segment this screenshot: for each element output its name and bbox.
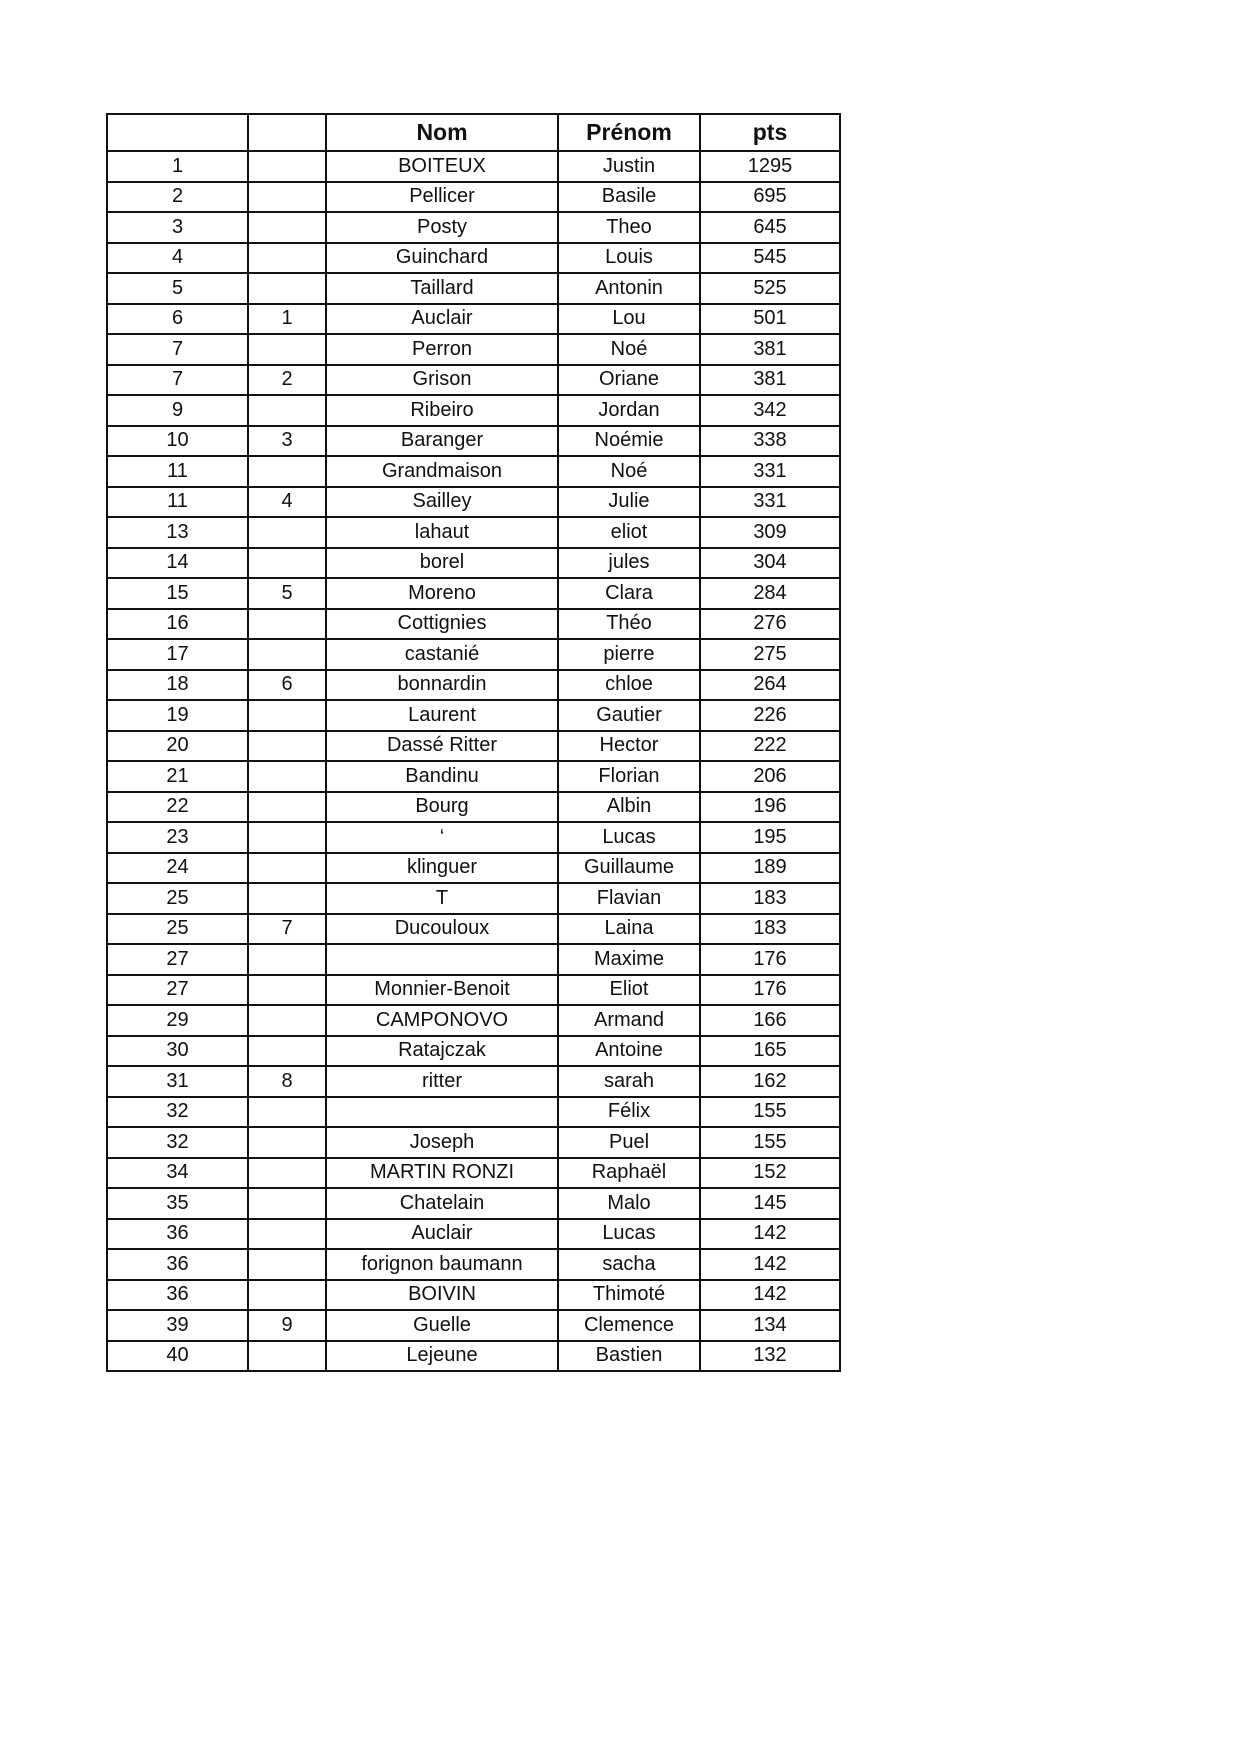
cell-rank: 22 <box>107 792 248 823</box>
cell-prenom: Basile <box>558 182 700 213</box>
cell-rank: 30 <box>107 1036 248 1067</box>
table-row <box>107 731 840 762</box>
cell-sub-rank: 5 <box>248 578 326 609</box>
cell-pts: 226 <box>700 700 840 731</box>
table-row <box>107 548 840 579</box>
cell-prenom: chloe <box>558 670 700 701</box>
cell-pts: 331 <box>700 456 840 487</box>
cell-prenom: Eliot <box>558 975 700 1006</box>
cell-rank: 4 <box>107 243 248 274</box>
cell-sub-rank <box>248 1005 326 1036</box>
cell-sub-rank <box>248 853 326 884</box>
cell-nom: lahaut <box>326 517 558 548</box>
cell-nom: Moreno <box>326 578 558 609</box>
cell-nom: Auclair <box>326 304 558 335</box>
cell-rank: 32 <box>107 1127 248 1158</box>
cell-prenom: Antoine <box>558 1036 700 1067</box>
cell-prenom: sarah <box>558 1066 700 1097</box>
cell-pts: 134 <box>700 1310 840 1341</box>
table-row <box>107 1341 840 1372</box>
table-row <box>107 1280 840 1311</box>
table-row <box>107 639 840 670</box>
cell-rank: 27 <box>107 944 248 975</box>
cell-sub-rank: 3 <box>248 426 326 457</box>
cell-rank: 29 <box>107 1005 248 1036</box>
table-row <box>107 1036 840 1067</box>
cell-nom: klinguer <box>326 853 558 884</box>
cell-sub-rank <box>248 731 326 762</box>
cell-sub-rank <box>248 1341 326 1372</box>
cell-rank: 19 <box>107 700 248 731</box>
cell-rank: 36 <box>107 1249 248 1280</box>
cell-prenom: Gautier <box>558 700 700 731</box>
cell-rank: 25 <box>107 883 248 914</box>
cell-prenom: Malo <box>558 1188 700 1219</box>
cell-rank: 16 <box>107 609 248 640</box>
cell-prenom: Jordan <box>558 395 700 426</box>
cell-nom: Perron <box>326 334 558 365</box>
cell-sub-rank <box>248 1280 326 1311</box>
cell-pts: 195 <box>700 822 840 853</box>
cell-pts: 166 <box>700 1005 840 1036</box>
table-row <box>107 914 840 945</box>
cell-nom: CAMPONOVO <box>326 1005 558 1036</box>
table-row <box>107 395 840 426</box>
cell-nom: castanié <box>326 639 558 670</box>
cell-rank: 7 <box>107 334 248 365</box>
cell-prenom: Clara <box>558 578 700 609</box>
cell-sub-rank <box>248 944 326 975</box>
cell-prenom: jules <box>558 548 700 579</box>
cell-nom: ritter <box>326 1066 558 1097</box>
cell-prenom: Guillaume <box>558 853 700 884</box>
table-row <box>107 609 840 640</box>
cell-nom: Joseph <box>326 1127 558 1158</box>
cell-rank: 17 <box>107 639 248 670</box>
cell-sub-rank: 6 <box>248 670 326 701</box>
cell-pts: 189 <box>700 853 840 884</box>
table-row <box>107 426 840 457</box>
header-rank <box>107 114 248 151</box>
cell-nom: Taillard <box>326 273 558 304</box>
header-sub-rank <box>248 114 326 151</box>
cell-rank: 11 <box>107 487 248 518</box>
cell-pts: 284 <box>700 578 840 609</box>
cell-pts: 176 <box>700 944 840 975</box>
cell-sub-rank <box>248 639 326 670</box>
table-row <box>107 365 840 396</box>
cell-pts: 1295 <box>700 151 840 182</box>
cell-pts: 155 <box>700 1097 840 1128</box>
table-row <box>107 700 840 731</box>
cell-pts: 695 <box>700 182 840 213</box>
table-row <box>107 304 840 335</box>
cell-prenom: Flavian <box>558 883 700 914</box>
cell-pts: 183 <box>700 914 840 945</box>
cell-prenom: Noé <box>558 334 700 365</box>
cell-prenom: Florian <box>558 761 700 792</box>
header-pts: pts <box>700 114 840 151</box>
cell-sub-rank: 2 <box>248 365 326 396</box>
cell-pts: 275 <box>700 639 840 670</box>
cell-prenom: Félix <box>558 1097 700 1128</box>
cell-rank: 18 <box>107 670 248 701</box>
cell-rank: 25 <box>107 914 248 945</box>
table-row <box>107 1097 840 1128</box>
cell-sub-rank <box>248 151 326 182</box>
cell-rank: 1 <box>107 151 248 182</box>
cell-rank: 7 <box>107 365 248 396</box>
cell-nom: ‘ <box>326 822 558 853</box>
cell-rank: 24 <box>107 853 248 884</box>
cell-prenom: Noé <box>558 456 700 487</box>
cell-sub-rank <box>248 883 326 914</box>
cell-nom: bonnardin <box>326 670 558 701</box>
cell-prenom: Puel <box>558 1127 700 1158</box>
cell-rank: 36 <box>107 1219 248 1250</box>
header-nom: Nom <box>326 114 558 151</box>
cell-pts: 206 <box>700 761 840 792</box>
table-row <box>107 273 840 304</box>
cell-nom: Grandmaison <box>326 456 558 487</box>
cell-pts: 338 <box>700 426 840 457</box>
table-row <box>107 853 840 884</box>
cell-rank: 11 <box>107 456 248 487</box>
cell-pts: 132 <box>700 1341 840 1372</box>
cell-pts: 381 <box>700 334 840 365</box>
table-row <box>107 456 840 487</box>
table-row <box>107 761 840 792</box>
cell-sub-rank <box>248 822 326 853</box>
cell-sub-rank <box>248 548 326 579</box>
cell-rank: 10 <box>107 426 248 457</box>
cell-pts: 276 <box>700 609 840 640</box>
cell-nom: BOITEUX <box>326 151 558 182</box>
cell-pts: 304 <box>700 548 840 579</box>
cell-rank: 31 <box>107 1066 248 1097</box>
cell-sub-rank <box>248 792 326 823</box>
table-row <box>107 1249 840 1280</box>
table-row <box>107 1310 840 1341</box>
cell-rank: 40 <box>107 1341 248 1372</box>
table-row <box>107 212 840 243</box>
cell-prenom: Lucas <box>558 822 700 853</box>
table-row <box>107 487 840 518</box>
cell-prenom: pierre <box>558 639 700 670</box>
cell-pts: 264 <box>700 670 840 701</box>
cell-nom: Ribeiro <box>326 395 558 426</box>
cell-nom: Posty <box>326 212 558 243</box>
cell-pts: 165 <box>700 1036 840 1067</box>
cell-sub-rank <box>248 182 326 213</box>
cell-sub-rank: 8 <box>248 1066 326 1097</box>
cell-sub-rank <box>248 212 326 243</box>
cell-sub-rank: 9 <box>248 1310 326 1341</box>
cell-rank: 5 <box>107 273 248 304</box>
ranking-table <box>106 113 841 1372</box>
cell-prenom: sacha <box>558 1249 700 1280</box>
cell-sub-rank <box>248 1097 326 1128</box>
table-row <box>107 1066 840 1097</box>
cell-sub-rank <box>248 1127 326 1158</box>
table-row <box>107 243 840 274</box>
table-row <box>107 151 840 182</box>
cell-prenom: Theo <box>558 212 700 243</box>
cell-nom: T <box>326 883 558 914</box>
cell-rank: 2 <box>107 182 248 213</box>
cell-rank: 35 <box>107 1188 248 1219</box>
cell-rank: 13 <box>107 517 248 548</box>
cell-pts: 645 <box>700 212 840 243</box>
cell-pts: 142 <box>700 1249 840 1280</box>
cell-nom: MARTIN RONZI <box>326 1158 558 1189</box>
cell-prenom: Julie <box>558 487 700 518</box>
cell-rank: 9 <box>107 395 248 426</box>
header-row <box>107 114 840 151</box>
cell-nom: Lejeune <box>326 1341 558 1372</box>
cell-rank: 21 <box>107 761 248 792</box>
cell-sub-rank <box>248 609 326 640</box>
cell-prenom: Noémie <box>558 426 700 457</box>
cell-rank: 34 <box>107 1158 248 1189</box>
cell-prenom: eliot <box>558 517 700 548</box>
cell-sub-rank: 4 <box>248 487 326 518</box>
cell-sub-rank <box>248 1036 326 1067</box>
cell-rank: 3 <box>107 212 248 243</box>
cell-nom: Auclair <box>326 1219 558 1250</box>
cell-pts: 176 <box>700 975 840 1006</box>
cell-nom: Sailley <box>326 487 558 518</box>
cell-sub-rank <box>248 1219 326 1250</box>
header-prenom: Prénom <box>558 114 700 151</box>
cell-prenom: Thimoté <box>558 1280 700 1311</box>
cell-prenom: Antonin <box>558 273 700 304</box>
cell-prenom: Clemence <box>558 1310 700 1341</box>
cell-nom: Laurent <box>326 700 558 731</box>
cell-prenom: Justin <box>558 151 700 182</box>
cell-rank: 15 <box>107 578 248 609</box>
table-row <box>107 1005 840 1036</box>
table-row <box>107 1188 840 1219</box>
cell-prenom: Oriane <box>558 365 700 396</box>
cell-nom <box>326 1097 558 1128</box>
table-row <box>107 975 840 1006</box>
table-row <box>107 517 840 548</box>
cell-prenom: Lou <box>558 304 700 335</box>
cell-nom: Bandinu <box>326 761 558 792</box>
cell-prenom: Armand <box>558 1005 700 1036</box>
cell-prenom: Lucas <box>558 1219 700 1250</box>
cell-sub-rank <box>248 1188 326 1219</box>
table-row <box>107 182 840 213</box>
table-row <box>107 1127 840 1158</box>
cell-nom: Cottignies <box>326 609 558 640</box>
table-body <box>107 151 840 1371</box>
cell-nom: BOIVIN <box>326 1280 558 1311</box>
cell-pts: 142 <box>700 1219 840 1250</box>
cell-pts: 342 <box>700 395 840 426</box>
cell-rank: 20 <box>107 731 248 762</box>
cell-rank: 6 <box>107 304 248 335</box>
cell-rank: 32 <box>107 1097 248 1128</box>
cell-nom: forignon baumann <box>326 1249 558 1280</box>
cell-pts: 162 <box>700 1066 840 1097</box>
cell-nom: Pellicer <box>326 182 558 213</box>
cell-rank: 23 <box>107 822 248 853</box>
cell-pts: 331 <box>700 487 840 518</box>
cell-sub-rank: 7 <box>248 914 326 945</box>
cell-rank: 39 <box>107 1310 248 1341</box>
table-row <box>107 334 840 365</box>
cell-pts: 222 <box>700 731 840 762</box>
cell-sub-rank <box>248 1158 326 1189</box>
cell-pts: 155 <box>700 1127 840 1158</box>
cell-nom <box>326 944 558 975</box>
cell-prenom: Théo <box>558 609 700 640</box>
cell-nom: Dassé Ritter <box>326 731 558 762</box>
cell-nom: borel <box>326 548 558 579</box>
cell-pts: 196 <box>700 792 840 823</box>
table-row <box>107 883 840 914</box>
cell-nom: Chatelain <box>326 1188 558 1219</box>
cell-pts: 145 <box>700 1188 840 1219</box>
cell-pts: 142 <box>700 1280 840 1311</box>
cell-pts: 152 <box>700 1158 840 1189</box>
cell-prenom: Maxime <box>558 944 700 975</box>
table-row <box>107 1158 840 1189</box>
cell-prenom: Hector <box>558 731 700 762</box>
cell-sub-rank <box>248 243 326 274</box>
cell-sub-rank <box>248 517 326 548</box>
cell-pts: 381 <box>700 365 840 396</box>
cell-nom: Bourg <box>326 792 558 823</box>
cell-sub-rank <box>248 700 326 731</box>
cell-sub-rank <box>248 761 326 792</box>
table-row <box>107 792 840 823</box>
cell-pts: 501 <box>700 304 840 335</box>
cell-rank: 36 <box>107 1280 248 1311</box>
cell-sub-rank <box>248 456 326 487</box>
cell-prenom: Albin <box>558 792 700 823</box>
cell-pts: 525 <box>700 273 840 304</box>
cell-nom: Monnier-Benoit <box>326 975 558 1006</box>
cell-prenom: Bastien <box>558 1341 700 1372</box>
cell-pts: 183 <box>700 883 840 914</box>
cell-nom: Guinchard <box>326 243 558 274</box>
cell-nom: Grison <box>326 365 558 396</box>
cell-rank: 14 <box>107 548 248 579</box>
cell-sub-rank <box>248 334 326 365</box>
table-row <box>107 1219 840 1250</box>
cell-nom: Ratajczak <box>326 1036 558 1067</box>
cell-sub-rank: 1 <box>248 304 326 335</box>
cell-nom: Guelle <box>326 1310 558 1341</box>
table-row <box>107 670 840 701</box>
cell-pts: 309 <box>700 517 840 548</box>
cell-nom: Ducouloux <box>326 914 558 945</box>
cell-sub-rank <box>248 975 326 1006</box>
cell-prenom: Louis <box>558 243 700 274</box>
table-row <box>107 944 840 975</box>
table-row <box>107 822 840 853</box>
cell-rank: 27 <box>107 975 248 1006</box>
cell-prenom: Laina <box>558 914 700 945</box>
cell-nom: Baranger <box>326 426 558 457</box>
table-row <box>107 578 840 609</box>
cell-sub-rank <box>248 1249 326 1280</box>
cell-pts: 545 <box>700 243 840 274</box>
cell-sub-rank <box>248 395 326 426</box>
cell-prenom: Raphaël <box>558 1158 700 1189</box>
cell-sub-rank <box>248 273 326 304</box>
